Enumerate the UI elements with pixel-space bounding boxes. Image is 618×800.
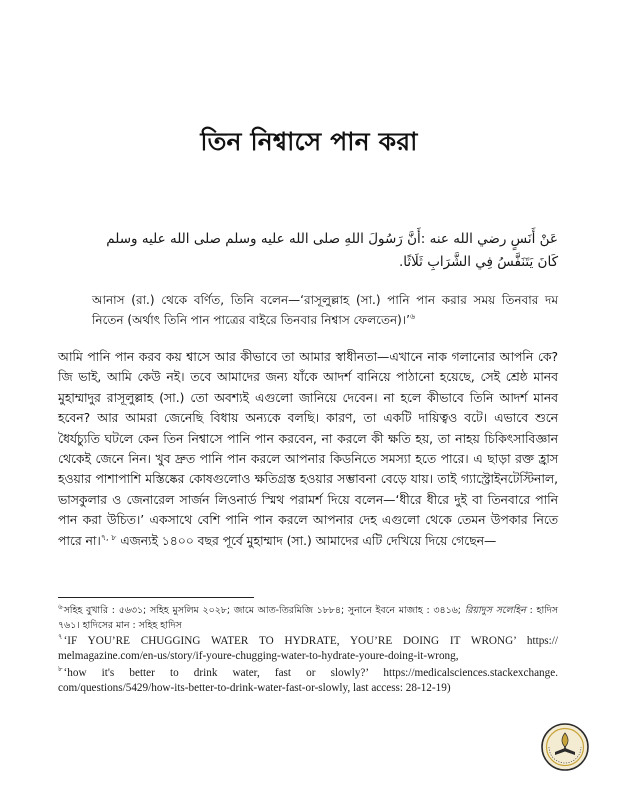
arabic-hadith — [106, 228, 558, 274]
body-text: আমি পানি পান করব কয় শ্বাসে আর কীভাবে তা আমার স্বাধীনতা—এখানে নাক গলানোর আপনি কে? জি ভাই, আমি কেউ নই। তবে আমাদের জন্য যাঁকে আদর্শ বানিয়ে পাঠানো হয়েছে, সেই শ্রেষ্ঠ মানব মুহাম্মাদুর রাসূলুল্লাহ (সা.) তো অবশ্যই এগুলো জানিয়ে দেবেন। না হলে কীভাবে তিনি আদর্শ মানব হবেন? আর আমরা জেনেছি বিধায় অন্যকে বলছি। কারণ, তা একটি দায়িত্বও বটে। এভাবে শুনে ধৈর্যচ্যুতি ঘটলে কেন তিন নিশ্বাসে পানি পান করবেন, না করলে কী ক্ষতি হয়, তা নাহয় চিকিৎসাবিজ্ঞান থেকেই জেনে নিন। খুব দ্রুত পানি পান করলে আপনার কিডনিতে সমস্যা হতে পারে। এ ছাড়া রক্ত হ্রাস হওয়ার পাশাপাশি মস্তিষ্কের কোষগুলোও ক্ষতিগ্রস্ত হওয়ার সম্ভাবনা বেড়ে যায়। তাই গ্যাস্ট্রোইনটেস্টিনাল, ভাসকুলার ও জেনারেল সার্জন লিওনার্ড স্মিথ পরামর্শ দিয়ে বলেন—‘ধীরে ধীরে দুই বা তিনবারে পানি পান করা উচিত।’ একসাথে বেশি পানি পান করলে আপনার দেহ এগুলো থেকে তেমন উপকার নিতে পারে না। — [58, 350, 558, 548]
footnote-ref-6[interactable]: ৬ — [409, 312, 416, 321]
footnote-number: ৮ — [58, 664, 63, 673]
publisher-logo-icon — [540, 722, 590, 772]
translation-text: আনাস (রা.) থেকে বর্ণিত, তিনি বলেন—‘রাসূলুল্লাহ (সা.) পানি পান করার সময় তিনবার দম নিতেন (অর্থাৎ তিনি পান পাত্রের বাইরে তিনবার নিশ্বাস ফেলতেন)।’ — [92, 293, 558, 327]
footnote-divider — [58, 597, 254, 598]
footnote-8 — [58, 666, 558, 696]
footnote-text: ‘IF YOU’RE CHUGGING WATER TO HYDRATE, YOU’RE DOING IT WRONG’ https:// melmagazine.com/en-us/story/if-youre-chugging-water-to-hydrate-youre-doing-it-wrong, — [58, 635, 558, 663]
footnote-book-title: রিয়াদুস সলেহিন — [464, 605, 526, 616]
footnote-text: : হাদিস ৭৬১। হাদিসের মান : সহিহ হাদিস — [58, 605, 558, 631]
body-paragraph — [58, 347, 558, 551]
hadith-translation — [92, 290, 558, 330]
footnote-number: ৭ — [58, 633, 63, 642]
footnote-6 — [58, 604, 558, 633]
arabic-line-1: عَنْ أَنَسٍ رضي الله عنه :أَنَّ رَسُولَ اللهِ صلى الله عليه وسلم صلى الله عليه وسلم — [106, 231, 558, 247]
footnotes — [58, 604, 558, 697]
footnote-7 — [58, 634, 558, 664]
footnote-text: ‘how it's better to drink water, fast or slowly?’ https://medicalsciences.stackexchange. com/questions/5429/how-its-better-to-drink-water-fast-or-slowly, last access: 28-12-19) — [58, 666, 558, 694]
footnote-text: সহিহ বুখারি : ৫৬৩১; সহিহ মুসলিম ২০২৮; জামে আত-তিরমিজি ১৮৮৪; সুনানে ইবনে মাজাহ : ৩৪১৬; — [63, 605, 465, 616]
body-text-tail: এজন্যই ১৪০০ বছর পূর্বে মুহাম্মাদ (সা.) আমাদের এটি দেখিয়ে দিয়ে গেছেন— — [116, 533, 497, 548]
page-title: তিন নিশ্বাসে পান করা — [200, 127, 418, 156]
footnote-ref-7-8[interactable]: ৭, ৮ — [100, 532, 117, 542]
footnote-number: ৬ — [58, 602, 63, 611]
arabic-line-2: كَانَ يَتَنَفَّسُ فِي الشَّرَابِ ثَلَاثًا. — [398, 254, 558, 270]
